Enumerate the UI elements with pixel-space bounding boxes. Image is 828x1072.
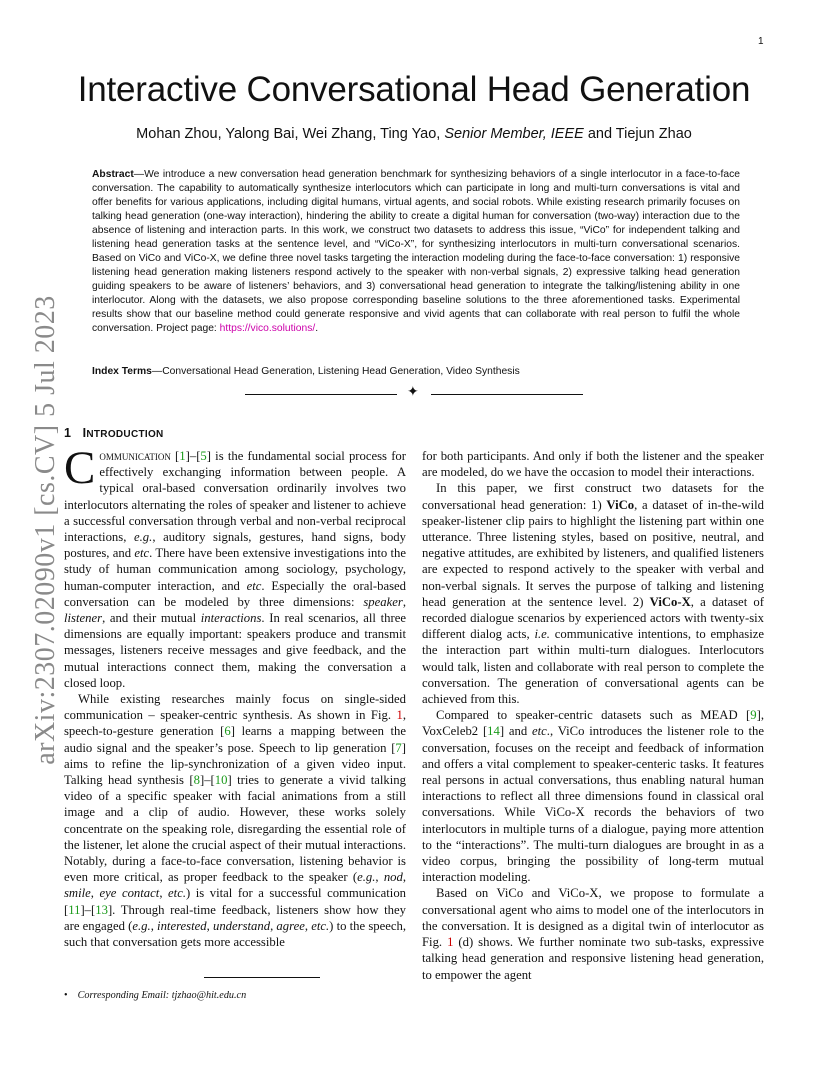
paragraph: for both participants. And only if both the listener and the speaker are modeled, do we have the occasion to model their interactions. [422,449,764,480]
abstract-end: . [315,323,319,334]
left-column [64,442,407,950]
section-initial: I [82,426,87,440]
divider-line-left [245,394,397,395]
section-rest: NTRODUCTION [86,429,164,440]
paragraph: Based on ViCo and ViCo-X, we propose to formulate a conversational agent who aims to model one of the interlocutors in the conversation. It is designed as a digital twin of interlocutor as Fig. 1 (d) shows. We further nominate two sub-tasks, expressive talking head generation and responsive listening head generation, to empower the agent [422,886,764,982]
index-terms-label: Index Terms [92,366,152,377]
abstract [92,168,740,336]
section-number: 1 [64,426,72,440]
footnote-text: Corresponding Email: tjzhao@hit.edu.cn [77,990,247,1001]
paragraph: While existing researches mainly focus on single-sided communication – speaker-centric synthesis. As shown in Fig. 1, speech-to-gesture generation [6] learns a mapping between the audio signal and the speaker’s pose. Speech to lip generation [7] aims to refine the lip-synchronization of a given video input. Talking head synthesis [8]–[10] tries to generate a vivid talking video of a specific speaker with facial animations from a still image and a clip of audio. However, these works solely concentrate on the speaking role, disregarding the essential role of the listener, let alone the crucial aspect of their mutual interactions. Notably, during a face-to-face conversation, listening behavior is even more critical, as proper feedback to the speaker (e.g., nod, smile, eye contact, etc.) is vital for a successful communication [11]–[13]. Through real-time feedback, listeners show how they are engaged (e.g., interested, understand, agree, etc.) to the speech, such that conversation gets more accessible [64,692,407,950]
abstract-label: Abstract [92,169,134,180]
authors-membership: Senior Member, IEEE [444,126,584,142]
right-column [422,448,764,983]
authors-plain: Mohan Zhou, Yalong Bai, Wei Zhang, Ting Yao, [136,126,445,142]
authors-end: and Tiejun Zhao [583,126,692,142]
section-heading [64,426,164,440]
divider-star-icon: ✦ [407,384,419,400]
section-divider [245,384,583,401]
paragraph: Compared to speaker-centric datasets such as MEAD [9], VoxCeleb2 [14] and etc., ViCo introduces the listener role to the conversation, focuses on the receipt and feedback of information and offers a vital complement to speaker-centeric tasks. It features real persons in actual conversations, thus enabling natural human interactions to reflect all three dimensions found in classical oral conversations. While ViCo-X records the behaviors of two interlocutors in multiple turns of a dialogue, paying more attention to the “interactions”. The multi-turn dialogues are brought in as a video corpus, bringing the possibility of long-term mutual interaction modeling. [422,708,764,885]
drop-cap: C [64,442,96,494]
project-page-link[interactable]: https://vico.solutions/ [219,323,316,334]
divider-line-right [431,394,583,395]
page-number: 1 [758,36,764,47]
index-terms [92,366,740,377]
paragraph: Communication [1]–[5] is the fundamental social process for effectively exchanging information between people. A typical oral-based conversation ordinarily involves two interlocutors alternating the roles of speaker and listener to achieve a successful conversation through verbal and non-verbal reciprocal interactions, e.g., auditory signals, gestures, hand signs, body postures, and etc. There have been extensive investigations into the study of human communication among sociology, psychology, human-computer interaction, and etc. Especially the oral-based conversation can be modeled by three dimensions: speaker, listener, and their mutual interactions. In real scenarios, all three dimensions are equally important: speakers produce and transmit messages, listeners receive messages and give feedback, and the mutual interactions connect them, making the conversation a closed loop. [64,442,407,690]
footnote-bullet: • [64,990,68,1001]
index-terms-text: —Conversational Head Generation, Listening Head Generation, Video Synthesis [151,366,520,377]
footnote [64,990,246,1001]
arxiv-stamp: arXiv:2307.02090v1 [cs.CV] 5 Jul 2023 [30,295,61,765]
paper-title: Interactive Conversational Head Generation [77,70,751,109]
author-list [60,126,768,142]
paragraph: In this paper, we first construct two datasets for the conversational head generation: 1) ViCo, a dataset of in-the-wild speaker-listener clip pairs to highlight the listening part within one utterance. Three listening styles, based on positive, neutral, and negative attitudes, are exhibited by listeners, and qualified listeners are expected to respond actively to the speaker with verbal and non-verbal signals. It serves the purpose of talking and listening head generation at the sentence level. 2) ViCo-X, a dataset of recorded dialogue scenarios by experienced actors with twenty-six different dialog acts, i.e. communicative intentions, to emphasize the interaction part within multi-turn dialogues. Interlocutors would talk, listen and collaborate with real person to complete the conversation. The generation of conversational agents can be achieved from this. [422,481,764,707]
abstract-text: —We introduce a new conversation head generation benchmark for synthesizing behaviors of a single interlocutor in a face-to-face conversation. The capability to automatically synthesize interlocutors which can participate in long and multi-turn conversations is vital and offer benefits for various applications, including digital humans, virtual agents, and social robots. While existing research primarily focuses on talking head generation (one-way interaction), hindering the ability to create a digital human for conversation (two-way) interaction due to the absence of listening and interaction parts. In this work, we construct two datasets to address this issue, “ViCo” for independent talking and listening head generation tasks at the sentence level, and “ViCo-X”, for synthesizing interlocutors in multi-turn conversational scenarios. Based on ViCo and ViCo-X, we define three novel tasks targeting the interaction modeling during the face-to-face conversation: 1) responsive listening head generation making listeners respond actively to the speaker with non-verbal signals, 2) expressive talking head generation guiding speakers to be aware of listeners’ behaviors, and 3) conversational head generation to integrate the talking/listening ability in one interlocutor. Along with the datasets, we also propose corresponding baseline solutions to the three aforementioned tasks. Experimental results show that our baseline method could generate responsive and vivid agents that can collaborate with real person to fulfil the whole conversation. Project page: [92,169,740,334]
footnote-rule [204,977,320,978]
